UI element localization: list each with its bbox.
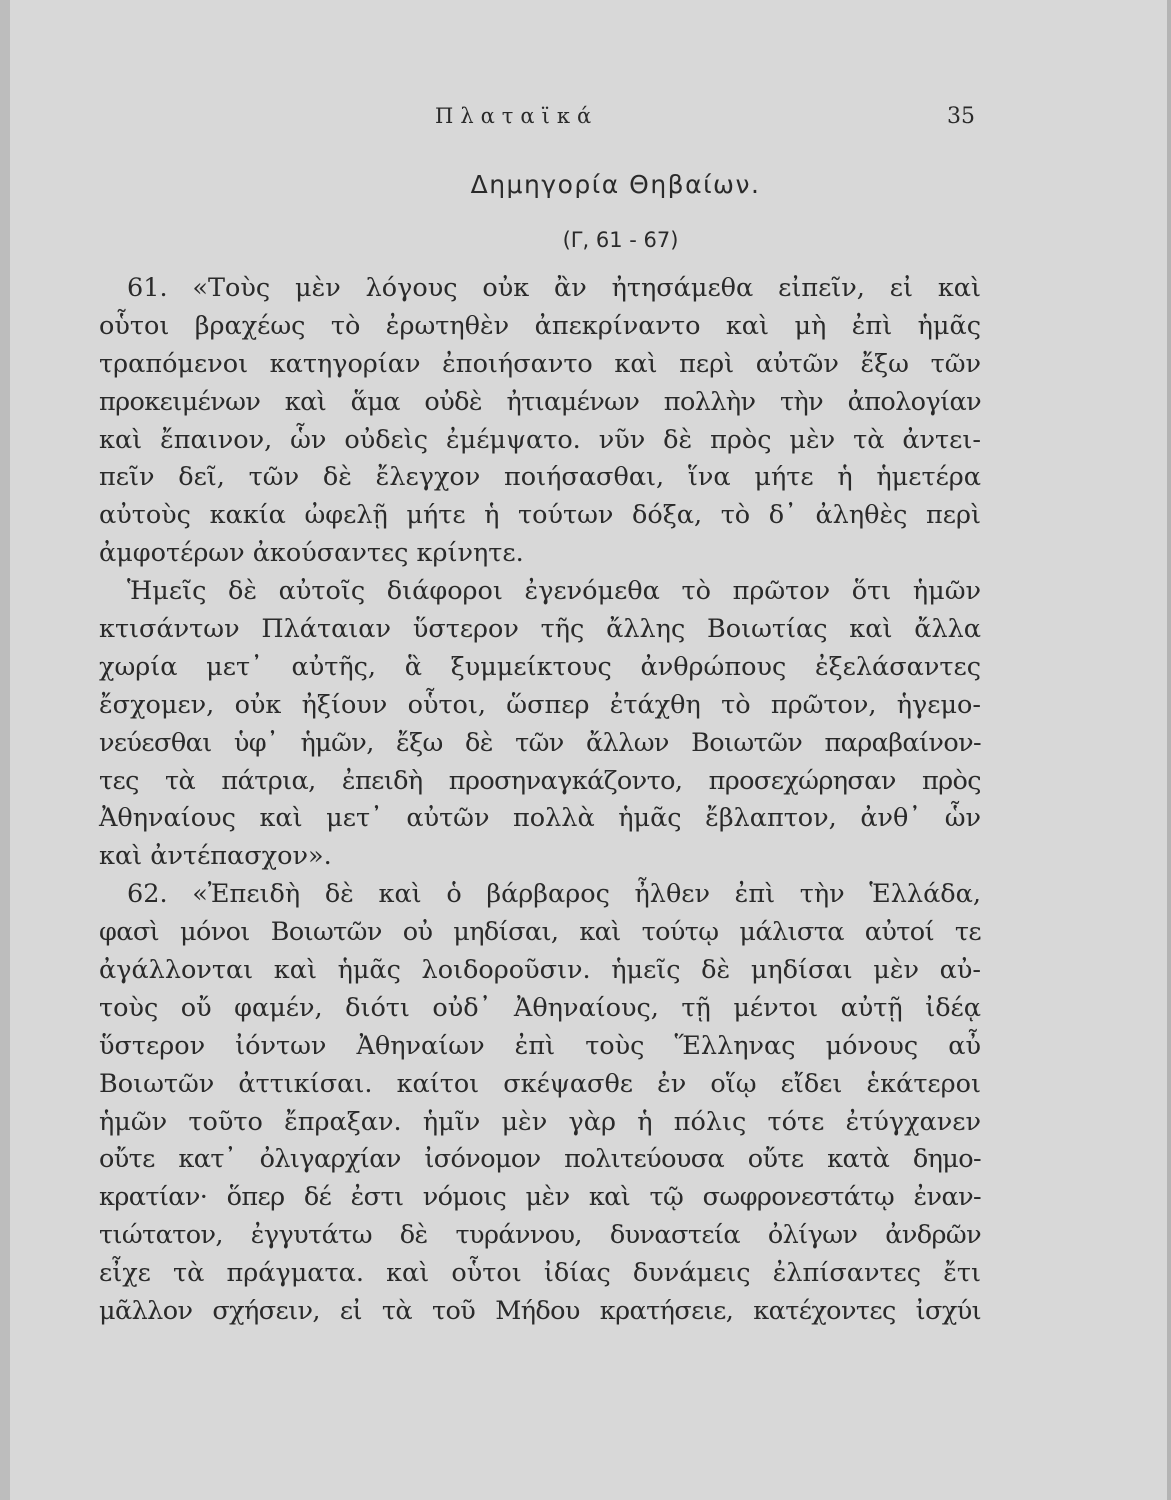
section-title: Δημηγορία Θηβαίων. [470, 170, 761, 199]
text-line: χωρία μετ᾽ αὐτῆς, ἃ ξυμμείκτους ἀνθρώπους ἐξελάσαντες [99, 651, 981, 682]
text-line: Ἡμεῖς δὲ αὐτοῖς διάφοροι ἐγενόμεθα τὸ πρῶτον ὅτι ἡμῶν [127, 576, 981, 607]
text-line: τραπόμενοι κατηγορίαν ἐποιήσαντο καὶ περὶ αὐτῶν ἔξω τῶν [99, 348, 981, 379]
text-line: καὶ ἔπαινον, ὧν οὐδεὶς ἐμέμψατο. νῦν δὲ πρὸς μὲν τὰ ἀντει- [99, 424, 981, 455]
text-line: ἡμῶν τοῦτο ἔπραξαν. ἡμῖν μὲν γὰρ ἡ πόλις τότε ἐτύγχανεν [99, 1106, 981, 1137]
page-number: 35 [947, 104, 975, 129]
text-line: καὶ ἀντέπασχον». [99, 841, 332, 872]
text-line: 62. «Ἐπειδὴ δὲ καὶ ὁ βάρβαρος ἦλθεν ἐπὶ τὴν Ἑλλάδα, [127, 879, 981, 910]
text-line: αὐτοὺς κακία ὠφελῇ μήτε ἡ τούτων δόξα, τὸ δ᾽ ἀληθὲς περὶ [99, 500, 981, 531]
section-reference: (Γ, 61 - 67) [562, 228, 679, 252]
text-line: κτισάντων Πλάταιαν ὕστερον τῆς ἄλλης Βοιωτίας καὶ ἄλλα [99, 614, 981, 645]
text-line: κρατίαν· ὅπερ δέ ἐστι νόμοις μὲν καὶ τῷ σωφρονεστάτῳ ἐναν- [99, 1182, 981, 1213]
text-line: φασὶ μόνοι Βοιωτῶν οὐ μηδίσαι, καὶ τούτῳ μάλιστα αὐτοί τε [99, 917, 981, 948]
page-header [10, 100, 1171, 140]
text-line: Ἀθηναίους καὶ μετ᾽ αὐτῶν πολλὰ ἡμᾶς ἔβλαπτον, ἀνθ᾽ ὧν [99, 803, 981, 834]
text-line: πεῖν δεῖ, τῶν δὲ ἔλεγχον ποιήσασθαι, ἵνα μήτε ἡ ἡμετέρα [99, 462, 981, 493]
text-line: προκειμένων καὶ ἅμα οὐδὲ ἠτιαμένων πολλὴν τὴν ἀπολογίαν [99, 386, 981, 417]
text-line: νεύεσθαι ὑφ᾽ ἡμῶν, ἔξω δὲ τῶν ἄλλων Βοιωτῶν παραβαίνον- [99, 727, 981, 758]
text-line: εἶχε τὰ πράγματα. καὶ οὗτοι ἰδίας δυνάμεις ἐλπίσαντες ἔτι [99, 1258, 981, 1289]
text-line: τες τὰ πάτρια, ἐπειδὴ προσηναγκάζοντο, προσεχώρησαν πρὸς [99, 765, 981, 796]
text-line: τοὺς οὔ φαμέν, διότι οὐδ᾽ Ἀθηναίους, τῇ μέντοι αὐτῇ ἰδέᾳ [99, 992, 981, 1023]
text-line: 61. «Τοὺς μὲν λόγους οὐκ ἂν ἠτησάμεθα εἰπεῖν, εἰ καὶ [127, 273, 981, 303]
text-line: ἀμφοτέρων ἀκούσαντες κρίνητε. [99, 538, 524, 569]
text-line: ἔσχομεν, οὐκ ἠξίουν οὗτοι, ὥσπερ ἐτάχθη τὸ πρῶτον, ἡγεμο- [99, 689, 981, 720]
text-line: οὗτοι βραχέως τὸ ἐρωτηθὲν ἀπεκρίναντο καὶ μὴ ἐπὶ ἡμᾶς [99, 310, 981, 341]
running-title: Πλαταϊκά [435, 104, 599, 128]
text-line: ὕστερον ἰόντων Ἀθηναίων ἐπὶ τοὺς Ἕλληνας μόνους αὖ [99, 1030, 981, 1061]
text-line: οὔτε κατ᾽ ὀλιγαρχίαν ἰσόνομον πολιτεύουσα οὔτε κατὰ δημο- [99, 1144, 981, 1175]
text-line: ἀγάλλονται καὶ ἡμᾶς λοιδοροῦσιν. ἡμεῖς δὲ μηδίσαι μὲν αὐ- [99, 955, 981, 986]
text-line: Βοιωτῶν ἀττικίσαι. καίτοι σκέψασθε ἐν οἵῳ εἴδει ἑκάτεροι [99, 1068, 981, 1099]
text-line: μᾶλλον σχήσειν, εἰ τὰ τοῦ Μήδου κρατήσειε, κατέχοντες ἰσχύι [99, 1296, 981, 1327]
body-text [99, 270, 981, 1331]
text-line: τιώτατον, ἐγγυτάτω δὲ τυράννου, δυναστεία ὀλίγων ἀνδρῶν [99, 1220, 981, 1251]
